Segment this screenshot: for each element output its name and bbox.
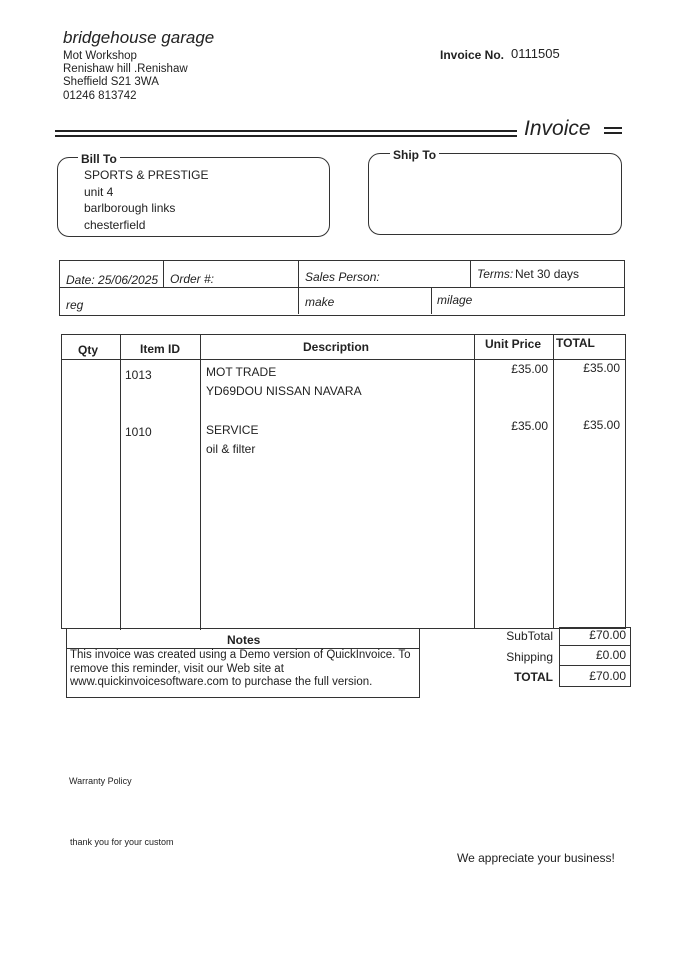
header-qty: Qty: [78, 343, 99, 357]
sales-person-label: Sales Person:: [305, 270, 380, 284]
bill-to-label: Bill To: [78, 152, 120, 166]
business-name: bridgehouse garage: [63, 28, 215, 47]
title-rule-top: [55, 130, 517, 132]
title-dash-top: [604, 127, 622, 129]
row-2-total: £35.00: [583, 418, 620, 432]
notes-line-3: www.quickinvoicesoftware.com to purchase the full version.: [70, 676, 373, 688]
row-2-unit-price: £35.00: [511, 419, 548, 433]
header-total: TOTAL: [556, 336, 595, 350]
invoice-number-value: 0111505: [511, 46, 560, 61]
bill-to-line-4: chesterfield: [84, 218, 146, 232]
subtotal-label: SubTotal: [506, 629, 553, 643]
terms-value: Net 30 days: [515, 267, 580, 281]
row-2-item-id: 1010: [125, 425, 152, 439]
thank-you-note: thank you for your custom: [70, 837, 174, 847]
bill-to-line-2: unit 4: [84, 185, 114, 199]
meta-grid-divider: [59, 287, 624, 288]
row-1-total: £35.00: [583, 361, 620, 375]
business-line-1: Mot Workshop: [63, 50, 137, 62]
terms-label: Terms:: [477, 267, 514, 281]
meta-vline-1: [163, 260, 164, 287]
meta-vline-2: [298, 260, 299, 314]
shipping-value: £0.00: [595, 648, 626, 662]
business-line-2: Renishaw hill .Renishaw: [63, 63, 188, 75]
header-description: Description: [303, 340, 370, 354]
items-vline-qty: [120, 334, 121, 630]
header-unit-price: Unit Price: [485, 337, 542, 351]
title-dash-bottom: [604, 132, 622, 134]
items-vline-desc: [474, 334, 475, 628]
business-phone: 01246 813742: [63, 90, 137, 102]
totals-divider-1: [559, 645, 630, 646]
shipping-label: Shipping: [506, 650, 553, 664]
reg-label: reg: [66, 298, 84, 312]
invoice-number-label: Invoice No.: [440, 48, 505, 62]
row-1-description-2: YD69DOU NISSAN NAVARA: [206, 384, 362, 398]
row-2-description-2: oil & filter: [206, 442, 256, 456]
bill-to-line-1: SPORTS & PRESTIGE: [84, 168, 209, 182]
total-label: TOTAL: [514, 670, 553, 684]
make-label: make: [305, 295, 335, 309]
ship-to-label: Ship To: [390, 148, 439, 162]
date-field: [66, 273, 158, 287]
date-value: Date: 25/06/2025: [66, 273, 159, 287]
business-line-3: Sheffield S21 3WA: [63, 76, 159, 88]
milage-label: milage: [437, 293, 473, 307]
row-1-description: MOT TRADE: [206, 365, 277, 379]
items-header-divider: [61, 359, 625, 360]
header-item-id: Item ID: [140, 342, 181, 356]
warranty-policy: Warranty Policy: [69, 776, 132, 786]
bill-to-line-3: barlborough links: [84, 201, 176, 215]
items-vline-id: [200, 334, 201, 630]
items-vline-price: [553, 334, 554, 628]
totals-divider-2: [559, 665, 630, 666]
ship-to-box: [368, 153, 622, 235]
order-number-label: Order #:: [170, 272, 215, 286]
meta-vline-4: [431, 287, 432, 314]
row-1-unit-price: £35.00: [511, 362, 548, 376]
row-1-item-id: 1013: [125, 368, 152, 382]
notes-line-2: remove this reminder, visit our Web site at: [70, 663, 284, 675]
total-value: £70.00: [589, 669, 626, 683]
subtotal-value: £70.00: [589, 628, 626, 642]
row-2-description: SERVICE: [206, 423, 259, 437]
appreciation-message: We appreciate your business!: [457, 851, 615, 865]
title-rule-bottom: [55, 135, 517, 137]
meta-vline-3: [470, 260, 471, 287]
invoice-title: Invoice: [524, 117, 591, 140]
notes-label: Notes: [227, 633, 261, 647]
notes-line-1: This invoice was created using a Demo version of QuickInvoice. To: [70, 649, 411, 661]
